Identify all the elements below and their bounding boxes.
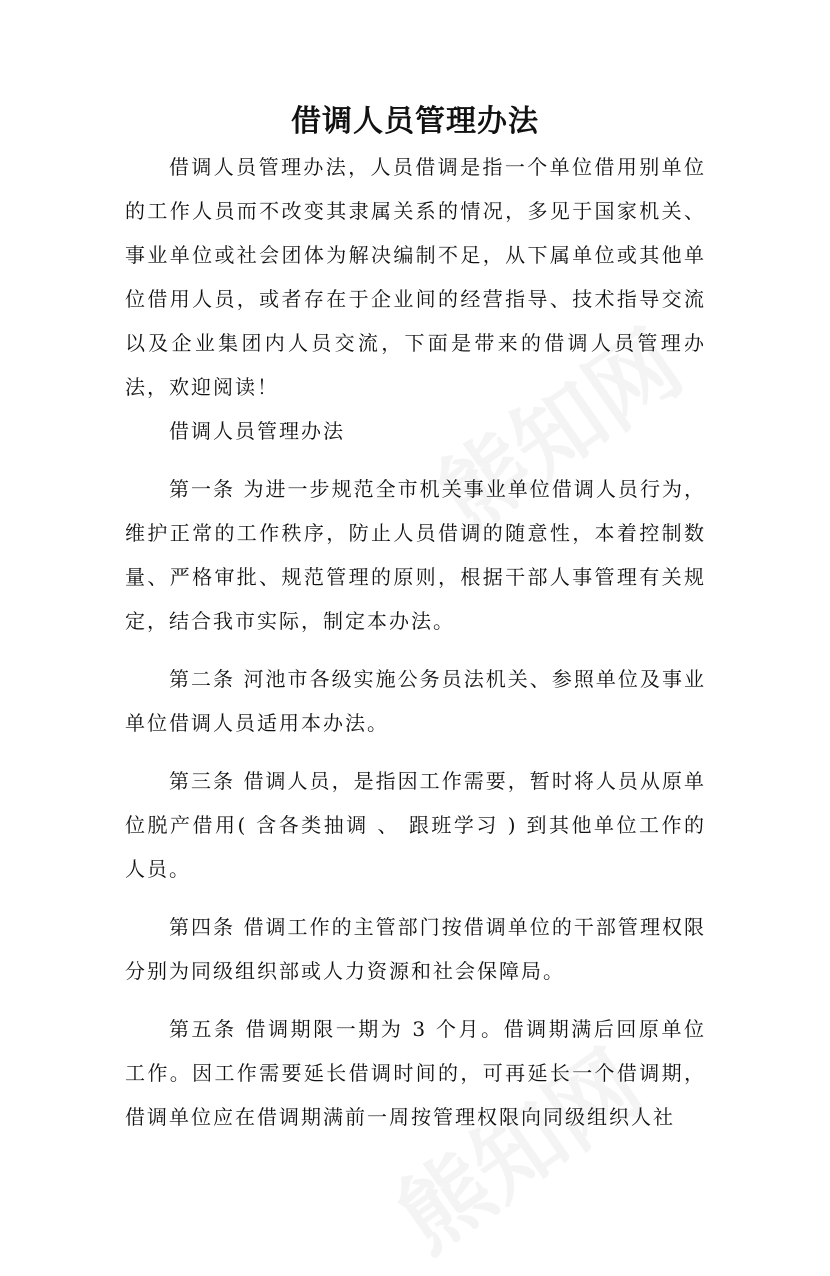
document-body [125,145,706,1139]
article-paragraph: 第二条 河池市各级实施公务员法机关、参照单位及事业单位借调人员适用本办法。 [125,667,706,735]
article-paragraph: 第五条 借调期限一期为 3 个月。借调期满后回原单位工作。因工作需要延长借调时间的，可再延长一个借调期，借调单位应在借调期满前一周按管理权限向同级组织人社 [125,1017,706,1129]
section-heading: 借调人员管理办法 [169,419,345,443]
article-paragraph: 第一条 为进一步规范全市机关事业单位借调人员行为，维护正常的工作秩序，防止人员借调的随意性，本着控制数量、严格审批、规范管理的原则，根据干部人事管理有关规定，结合我市实际，制定本办法。 [125,477,706,633]
document-title: 借调人员管理办法 [291,104,539,139]
article-paragraph: 第四条 借调工作的主管部门按借调单位的干部管理权限分别为同级组织部或人力资源和社会保障局。 [125,915,706,983]
intro-paragraph: 借调人员管理办法，人员借调是指一个单位借用别单位的工作人员而不改变其隶属关系的情况，多见于国家机关、事业单位或社会团体为解决编制不足，从下属单位或其他单位借用人员，或者存在于企业间的经营指导、技术指导交流以及企业集团内人员交流，下面是带来的借调人员管理办法，欢迎阅读！ [125,155,706,399]
article-paragraph: 第三条 借调人员，是指因工作需要，暂时将人员从原单位脱产借用( 含各类抽调 、 跟班学习 ) 到其他单位工作的人员。 [125,769,706,881]
